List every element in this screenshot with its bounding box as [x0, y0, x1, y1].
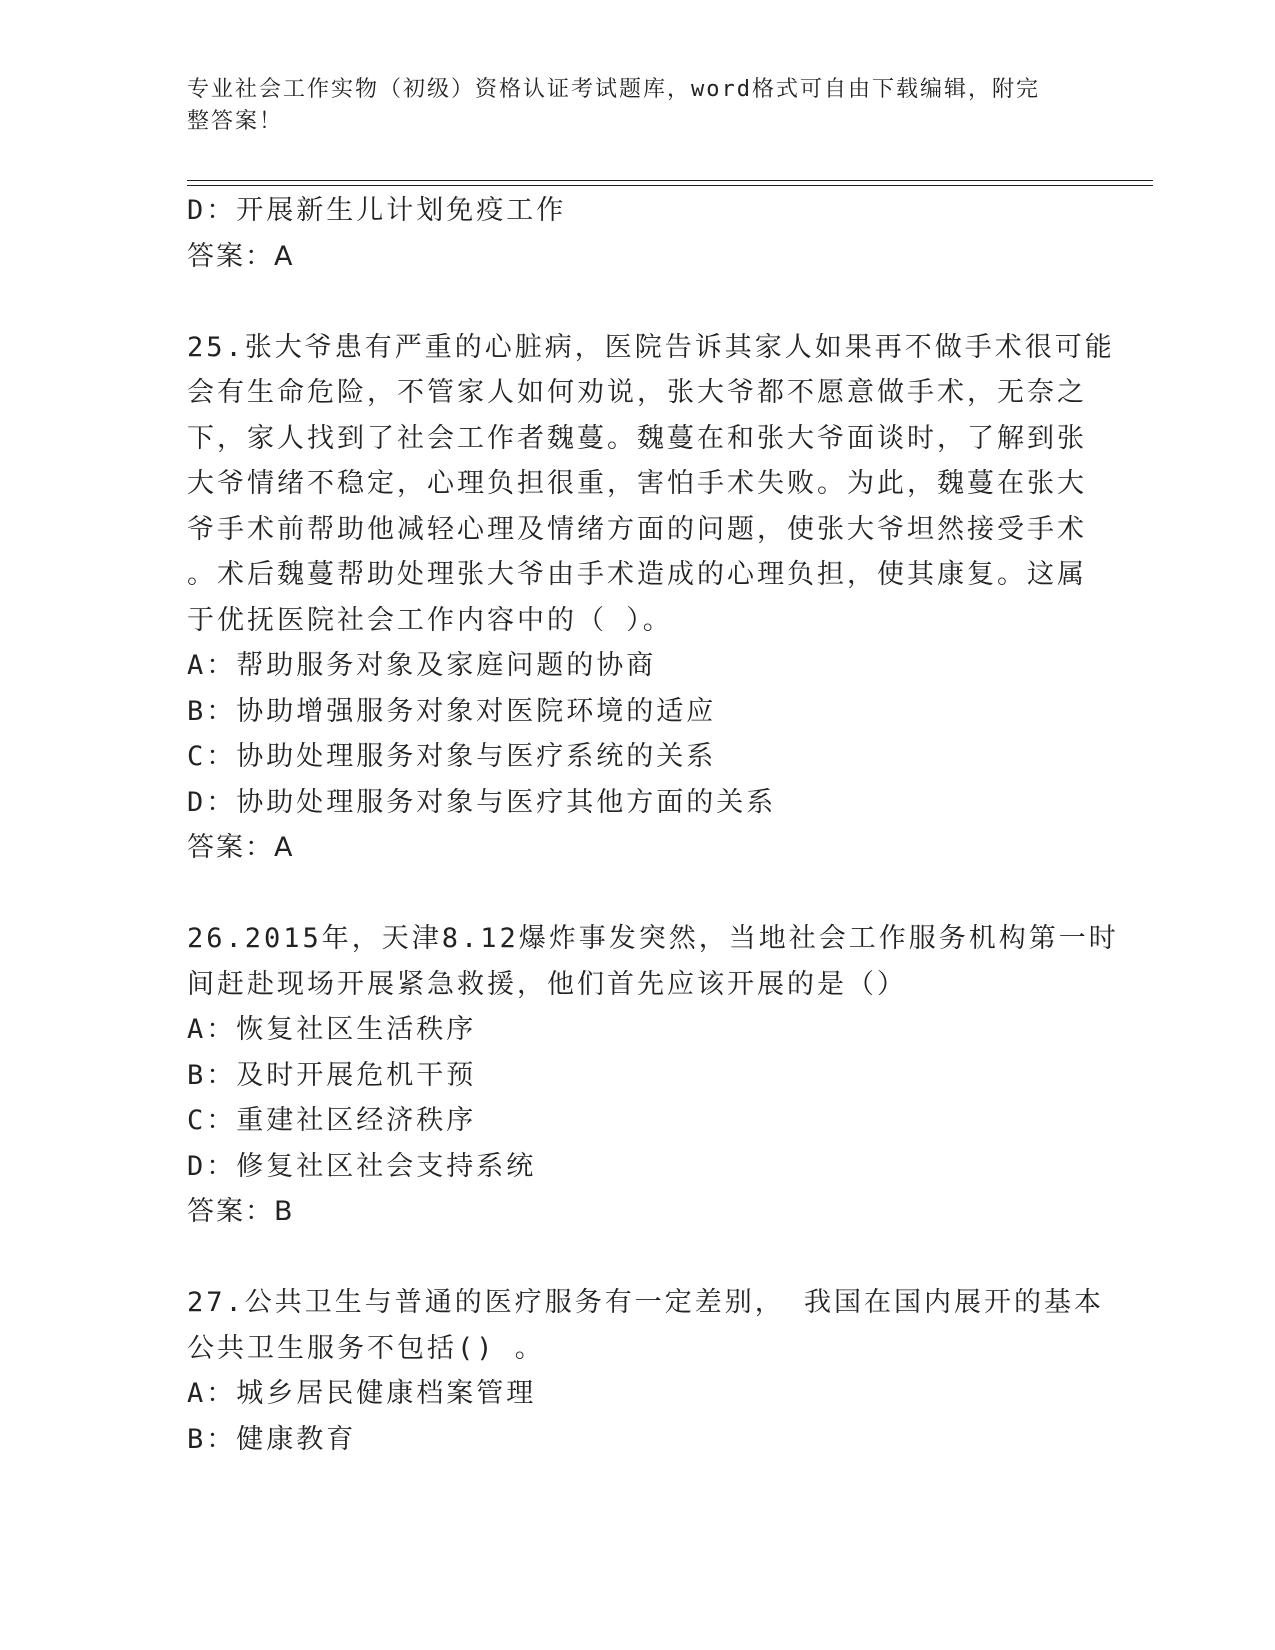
option-a: A：城乡居民健康档案管理 [187, 1378, 537, 1409]
spacer [187, 279, 1087, 325]
answer-line: 答案：A [187, 832, 295, 863]
header-rule-bottom [187, 185, 1153, 186]
option-b: B：协助增强服务对象对医院环境的适应 [187, 695, 717, 727]
question-27 [187, 1280, 1105, 1462]
option-a: A：帮助服务对象及家庭问题的协商 [187, 650, 657, 681]
question-stem-line: 大爷情绪不稳定，心理负担很重，害怕手术失败。为此，魏蔓在张大 [187, 468, 1087, 499]
option-c: C：协助处理服务对象与医疗系统的关系 [187, 741, 717, 772]
question-stem-line: 公共卫生服务不包括() 。 [187, 1332, 545, 1364]
question-stem-line: 于优抚医院社会工作内容中的（ ）。 [187, 604, 673, 636]
option-d: D：开展新生儿计划免疫工作 [187, 195, 567, 226]
option-a: A：恢复社区生活秩序 [187, 1014, 477, 1045]
question-stem-line: 会有生命危险，不管家人如何劝说，张大爷都不愿意做手术，无奈之 [187, 377, 1087, 408]
option-b: B：及时开展危机干预 [187, 1059, 477, 1091]
question-25 [187, 325, 1115, 871]
question-stem-line: 27.公共卫生与普通的医疗服务有一定差别， 我国在国内展开的基本 [187, 1287, 1105, 1318]
question-stem-line: 25.张大爷患有严重的心脏病，医院告诉其家人如果再不做手术很可能 [187, 331, 1115, 363]
question-stem-line: 。术后魏蔓帮助处理张大爷由手术造成的心理负担，使其康复。这属 [187, 559, 1087, 590]
answer-line: 答案：B [187, 1196, 295, 1227]
header-rule-top [187, 180, 1153, 181]
option-d: D：协助处理服务对象与医疗其他方面的关系 [187, 786, 777, 818]
question-26 [187, 916, 1119, 1235]
question-stem-line: 下，家人找到了社会工作者魏蔓。魏蔓在和张大爷面谈时，了解到张 [187, 422, 1087, 454]
header-line-1: 专业社会工作实物（初级）资格认证考试题库，word格式可自由下载编辑，附完 [187, 77, 1040, 102]
option-d: D：修复社区社会支持系统 [187, 1150, 537, 1182]
document-body [187, 188, 1119, 1462]
question-stem-line: 间赶赴现场开展紧急救援，他们首先应该开展的是（） [187, 968, 907, 1000]
question-stem-line: 26.2015年，天津8.12爆炸事发突然，当地社会工作服务机构第一时 [187, 923, 1119, 954]
spacer [187, 871, 1087, 917]
spacer [187, 1235, 1087, 1281]
previous-question [187, 188, 1087, 279]
answer-line: 答案：A [187, 240, 295, 272]
option-c: C：重建社区经济秩序 [187, 1105, 477, 1136]
header-line-2: 整答案！ [187, 109, 284, 134]
document-header [187, 74, 1087, 138]
option-b: B：健康教育 [187, 1423, 357, 1455]
question-stem-line: 爷手术前帮助他减轻心理及情绪方面的问题，使张大爷坦然接受手术 [187, 513, 1087, 545]
